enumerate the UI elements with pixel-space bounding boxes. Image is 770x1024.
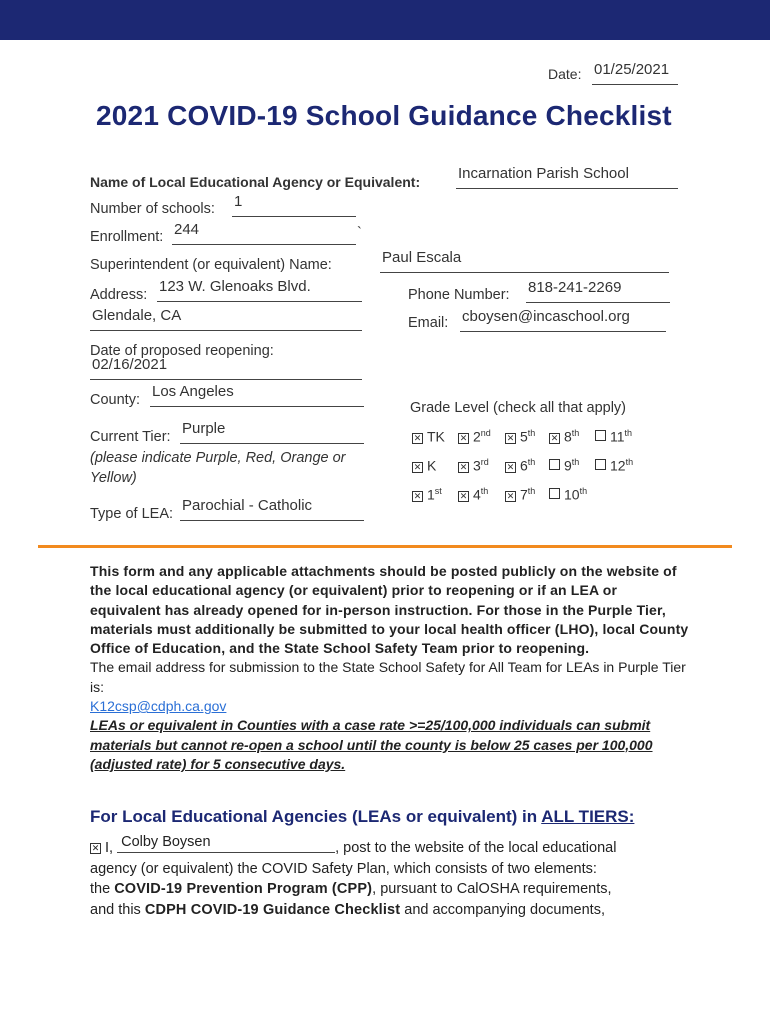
grade-checkbox[interactable] [549, 459, 560, 470]
grade-level-label: Grade Level (check all that apply) [410, 400, 626, 416]
tier-value: Purple [182, 420, 226, 437]
date-field[interactable] [592, 61, 678, 85]
top-banner [0, 0, 770, 40]
posting-attestation [90, 834, 690, 920]
grade-checkbox[interactable]: ✕ [413, 461, 422, 472]
case-rate-warning: LEAs or equivalent in Counties with a case rate >=25/100,000 individuals can submit materials but cannot re-open a school until the county is below 25 cases per 100,000 (adjusted rate) for 5 consecutive days. [90, 717, 653, 772]
page-title: 2021 COVID-19 School Guidance Checklist [96, 100, 672, 131]
grade-checkbox-item[interactable] [412, 428, 445, 445]
grade-label: 10 [564, 486, 580, 503]
reopen-value: 02/16/2021 [92, 356, 168, 373]
grade-label: 9 [564, 457, 572, 474]
address-line1-value: 123 W. Glenoaks Blvd. [159, 278, 311, 295]
grade-checkbox[interactable]: ✕ [506, 461, 515, 472]
date-value: 01/25/2021 [594, 61, 670, 78]
grade-checkbox[interactable] [549, 488, 560, 499]
notice-bold-text: This form and any applicable attachments should be posted publicly on the website of the local educational agency (or equivalent) prior to reopening or if an LEA or equivalent has already opened for in-person instruction. For those in the Purple Tier, materials must additionally be submitted to your local health officer (LHO), local County Office of Education, and the State School Safety Team prior to reopening. [90, 563, 689, 657]
grade-suffix: th [527, 428, 536, 438]
email-label: Email: [408, 315, 449, 331]
grade-suffix: th [480, 486, 489, 496]
signer-name-field[interactable] [117, 834, 335, 853]
grade-suffix: th [625, 457, 634, 467]
checklist-text: CDPH COVID-19 Guidance Checklist [144, 901, 401, 918]
grade-suffix: nd [480, 428, 491, 438]
attestation-checkbox[interactable]: ✕ [91, 843, 100, 853]
grade-label: 2 [473, 428, 481, 445]
attestation-i: I, [105, 840, 114, 856]
grade-checkbox[interactable] [595, 459, 606, 470]
grade-label: 1 [427, 486, 435, 503]
grade-checkbox-item[interactable] [549, 457, 579, 474]
date-label: Date: [548, 66, 582, 82]
grade-suffix: rd [480, 457, 489, 467]
grade-checkbox-item[interactable] [458, 428, 491, 445]
grade-checkbox-item[interactable] [595, 457, 633, 474]
reopen-label: Date of proposed reopening: [90, 343, 274, 359]
grade-checkbox[interactable] [595, 430, 606, 441]
address-line1-field[interactable] [157, 278, 362, 302]
notice-block [90, 562, 690, 774]
superintendent-label: Superintendent (or equivalent) Name: [90, 257, 332, 273]
grade-checkbox[interactable]: ✕ [459, 490, 468, 501]
all-tiers-heading-underlined: ALL TIERS: [541, 807, 635, 826]
grade-checkbox[interactable]: ✕ [506, 432, 515, 443]
lea-type-value: Parochial - Catholic [182, 497, 313, 514]
grade-checkbox[interactable]: ✕ [506, 490, 515, 501]
attestation-line4-c: and accompanying documents, [400, 901, 605, 918]
lea-name-field[interactable] [456, 165, 678, 189]
enrollment-value: 244 [174, 221, 200, 238]
phone-label: Phone Number: [408, 287, 510, 303]
grade-label: TK [427, 428, 445, 445]
phone-field[interactable] [526, 279, 670, 303]
grade-suffix: st [434, 486, 442, 496]
grade-checkbox[interactable]: ✕ [550, 432, 559, 443]
submission-email-link[interactable]: K12csp@cdph.ca.gov [90, 698, 227, 715]
grade-label: K [427, 457, 437, 474]
grade-label: 3 [473, 457, 481, 474]
attestation-line2: agency (or equivalent) the COVID Safety Plan, which consists of two elements: [90, 860, 597, 877]
attestation-post-text: , post to the website of the local educational [335, 840, 617, 856]
grade-checkbox-item[interactable] [505, 428, 535, 445]
notice-email-text: The email address for submission to the State School Safety for All Team for LEAs in Purple Tier is: [90, 659, 686, 695]
county-field[interactable] [150, 383, 364, 407]
grade-checkbox[interactable]: ✕ [459, 432, 468, 443]
grade-label: 6 [520, 457, 528, 474]
phone-value: 818-241-2269 [528, 279, 622, 296]
grade-label: 12 [610, 457, 626, 474]
enrollment-label: Enrollment: [90, 229, 164, 245]
address-line2-value: Glendale, CA [92, 307, 182, 324]
tier-label: Current Tier: [90, 429, 171, 445]
schools-label: Number of schools: [90, 201, 215, 217]
grade-checkbox[interactable]: ✕ [459, 461, 468, 472]
grade-label: 7 [520, 486, 528, 503]
grade-checkbox-item[interactable] [549, 486, 587, 503]
grade-label: 11 [610, 428, 625, 445]
grade-suffix: th [571, 457, 580, 467]
grade-checkbox-item[interactable] [412, 457, 436, 474]
county-label: County: [90, 392, 140, 408]
grade-suffix: th [527, 457, 536, 467]
grade-suffix: th [527, 486, 536, 496]
grade-checkbox[interactable]: ✕ [413, 490, 422, 501]
tier-hint: (please indicate Purple, Red, Orange or Yellow) [90, 450, 346, 486]
lea-type-field[interactable] [180, 497, 364, 521]
grade-label: 4 [473, 486, 481, 503]
superintendent-value: Paul Escala [382, 249, 462, 266]
county-value: Los Angeles [152, 383, 234, 400]
lea-name-label: Name of Local Educational Agency or Equivalent: [90, 174, 421, 190]
email-field[interactable] [460, 308, 666, 332]
section-divider [38, 545, 732, 548]
grade-checkbox-item[interactable] [505, 486, 535, 503]
attestation-line3-a: the [90, 881, 115, 897]
enrollment-suffix: ` [357, 225, 362, 241]
tier-field[interactable] [180, 420, 364, 444]
attestation-line3-c: , pursuant to CalOSHA requirements, [372, 881, 612, 897]
schools-field[interactable] [232, 193, 356, 217]
superintendent-field[interactable] [380, 249, 669, 273]
grade-checkbox-item[interactable] [412, 486, 442, 503]
grade-checkbox-item[interactable] [549, 428, 579, 445]
grade-checkbox-item[interactable] [505, 457, 535, 474]
grade-suffix: th [571, 428, 580, 438]
enrollment-field[interactable] [172, 221, 356, 245]
grade-label: 8 [564, 428, 572, 445]
grade-suffix: th [624, 428, 633, 438]
grade-label: 5 [520, 428, 528, 445]
grade-checkbox-item[interactable] [595, 428, 632, 445]
reopen-field[interactable] [90, 356, 362, 380]
all-tiers-heading-prefix: For Local Educational Agencies (LEAs or equivalent) in [90, 807, 538, 826]
attestation-line4-a: and this [90, 901, 145, 918]
grade-checkbox-item[interactable] [458, 457, 489, 474]
email-value: cboysen@incaschool.org [462, 308, 630, 325]
grade-suffix: th [579, 486, 588, 496]
address-line2-field[interactable] [90, 307, 362, 331]
grade-checkbox[interactable]: ✕ [413, 432, 422, 443]
grade-checkbox-item[interactable] [458, 486, 488, 503]
schools-value: 1 [234, 193, 243, 210]
all-tiers-heading [90, 807, 634, 827]
signer-name-value: Colby Boysen [121, 834, 211, 850]
lea-type-label: Type of LEA: [90, 506, 174, 522]
cpp-text: COVID-19 Prevention Program (CPP) [114, 881, 373, 897]
address-label: Address: [90, 287, 148, 303]
lea-name-value: Incarnation Parish School [458, 165, 629, 182]
